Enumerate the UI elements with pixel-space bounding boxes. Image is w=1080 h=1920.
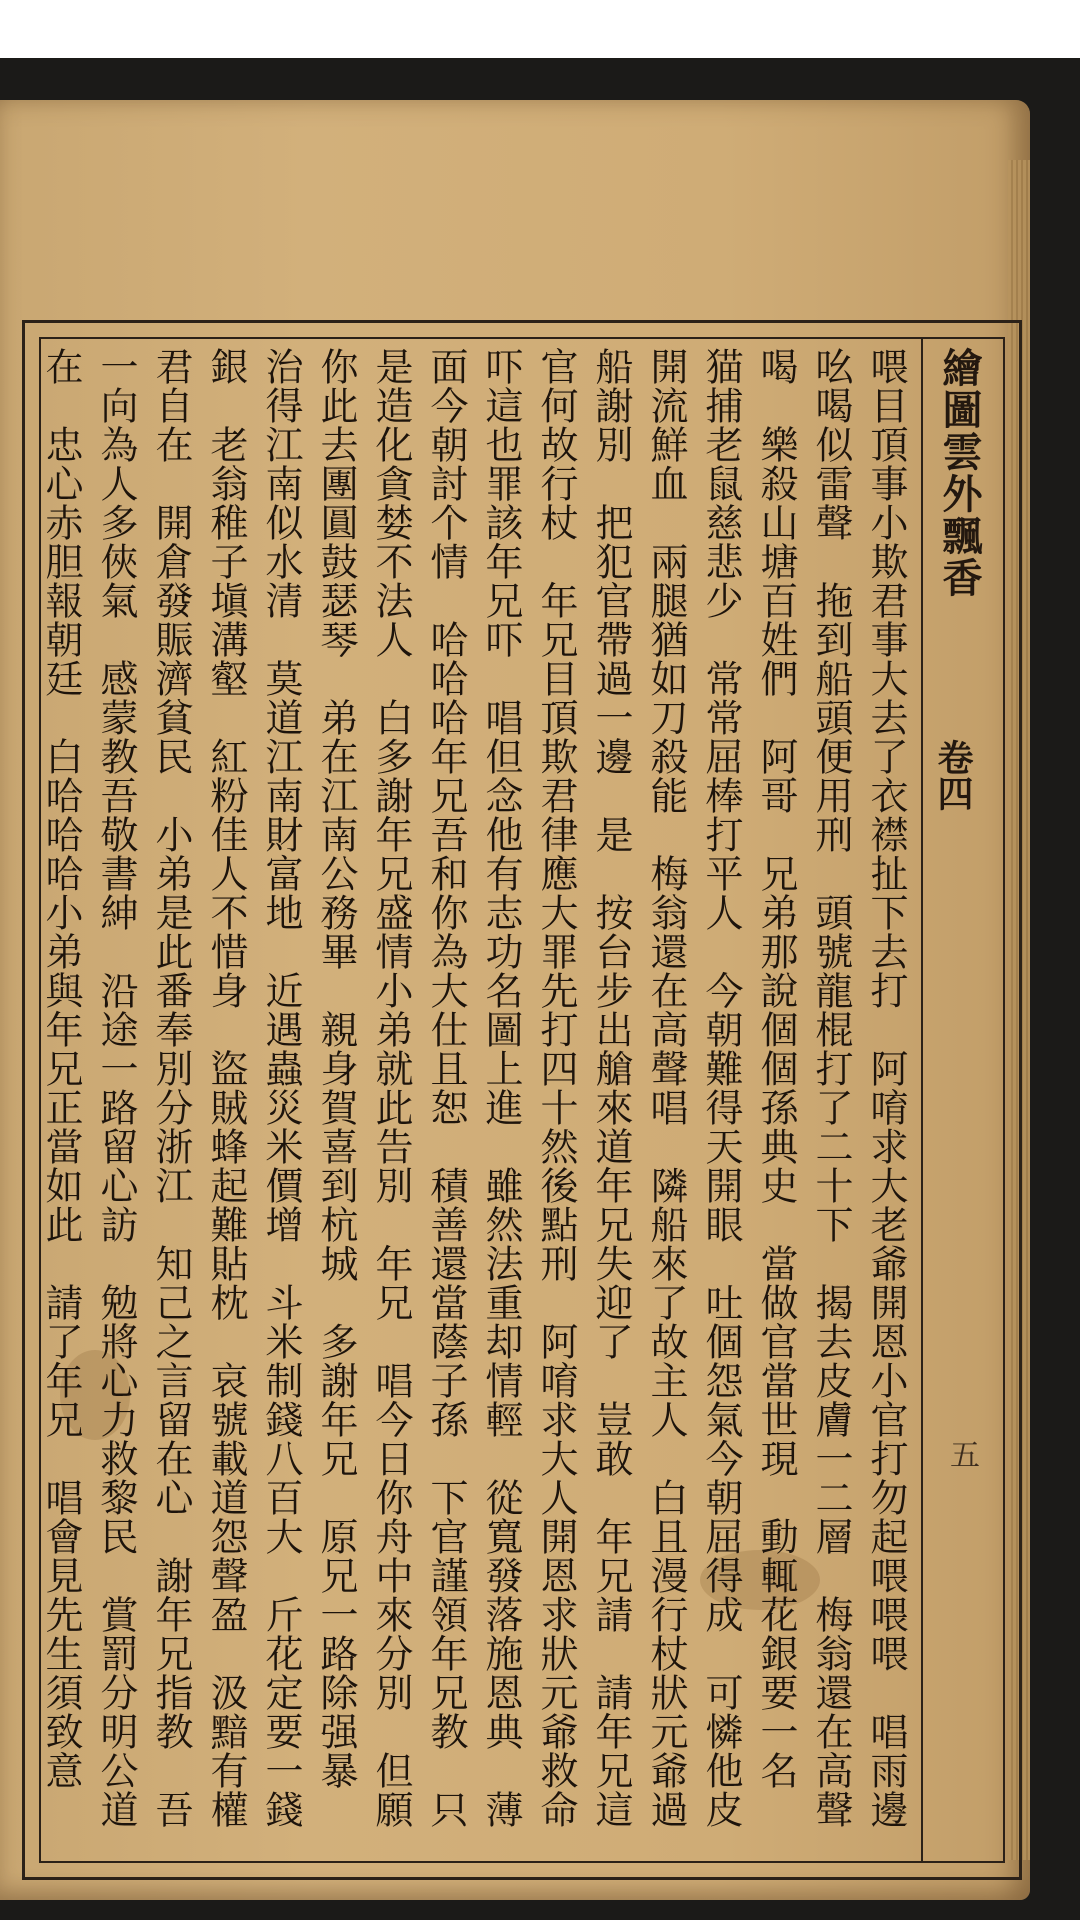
text-column: 官何故行杖 年兄目頂欺君律應大罪先打四十然後點刑 阿唷求大人開恩求狀元爺救命 [534,347,578,1829]
text-column: 船謝別 把犯官帶過一邊 是 按台步出艙來道年兄失迎了 豈敢 年兄請 請年兄這 [589,347,633,1829]
printed-frame [22,320,1022,1880]
banxin-column [921,339,993,1861]
book-spread [0,58,1080,1920]
text-column: 是造化貪婪不法人 白多謝年兄盛情小弟就此告別 年兄 唱今日你舟中來分別 但願 [369,347,413,1829]
text-column: 一向為人多俠氣 感蒙教吾敬書紳 沿途一路留心訪 勉將心力救黎民 賞罰分明公道 [94,347,138,1829]
text-column: 喂目頂事小欺君事大去了衣襟扯下去打 阿唷求大老爺開恩小官打勿起喂喂喂 唱雨邊 [864,347,908,1829]
volume-label: 卷四 [932,739,974,811]
text-column: 喝 樂殺山塘百姓們 阿哥 兄弟那說個個孫典史 當做官當世現 動輒花銀要一名 [754,347,798,1790]
text-column: 銀 老翁稚子塡溝壑 紅粉佳人不惜身 盜賊蜂起難貼枕 哀號載道怨聲盈 汲黯有權 [204,347,248,1829]
folio-number: 五 [944,1439,979,1469]
text-column: 吓這也罪該年兄吓 唱但念他有志功名圖上進 雖然法重却情輕 從寬發落施恩典 薄 [479,347,523,1829]
text-column: 吆喝似雷聲 拖到船頭便用刑 頭號龍棍打了二十下 揭去皮膚一二層 梅翁還在高聲 [809,347,853,1829]
text-column: 猫捕老鼠慈悲少 常常屈棒打平人 今朝難得天開眼 吐個怨氣今朝屈得成 可憐他皮 [699,347,743,1829]
inner-frame [39,337,1005,1863]
top-margin [0,0,1080,58]
book-title: 繪圖雲外飄香 [936,347,983,599]
text-column: 治得江南似水清 莫道江南財富地 近遇蟲災米價增 斗米制錢八百大 斤花定要一錢 [259,347,303,1829]
text-column: 面今朝討个情 哈哈哈年兄吾和你為大仕且恕 積善還當蔭子孫 下官謹領年兄教 只 [424,347,468,1829]
text-body [33,347,913,1853]
text-column: 開流鮮血 兩腿猶如刀殺能 梅翁還在高聲唱 隣船來了故主人 白且漫行杖狀元爺過 [644,347,688,1829]
book-page [0,100,1030,1900]
text-column: 你此去團圓鼓瑟琴 弟在江南公務畢 親身賀喜到杭城 多謝年兄 原兄一路除强暴 [314,347,358,1790]
text-column: 在 忠心赤胆報朝廷 白哈哈哈小弟與年兄正當如此 請了年兄 唱會見先生須致意 [39,347,83,1790]
text-column: 君自在 開倉發賑濟貧民 小弟是此番奉別分浙江 知己之言留在心 謝年兄指教 吾 [149,347,193,1829]
